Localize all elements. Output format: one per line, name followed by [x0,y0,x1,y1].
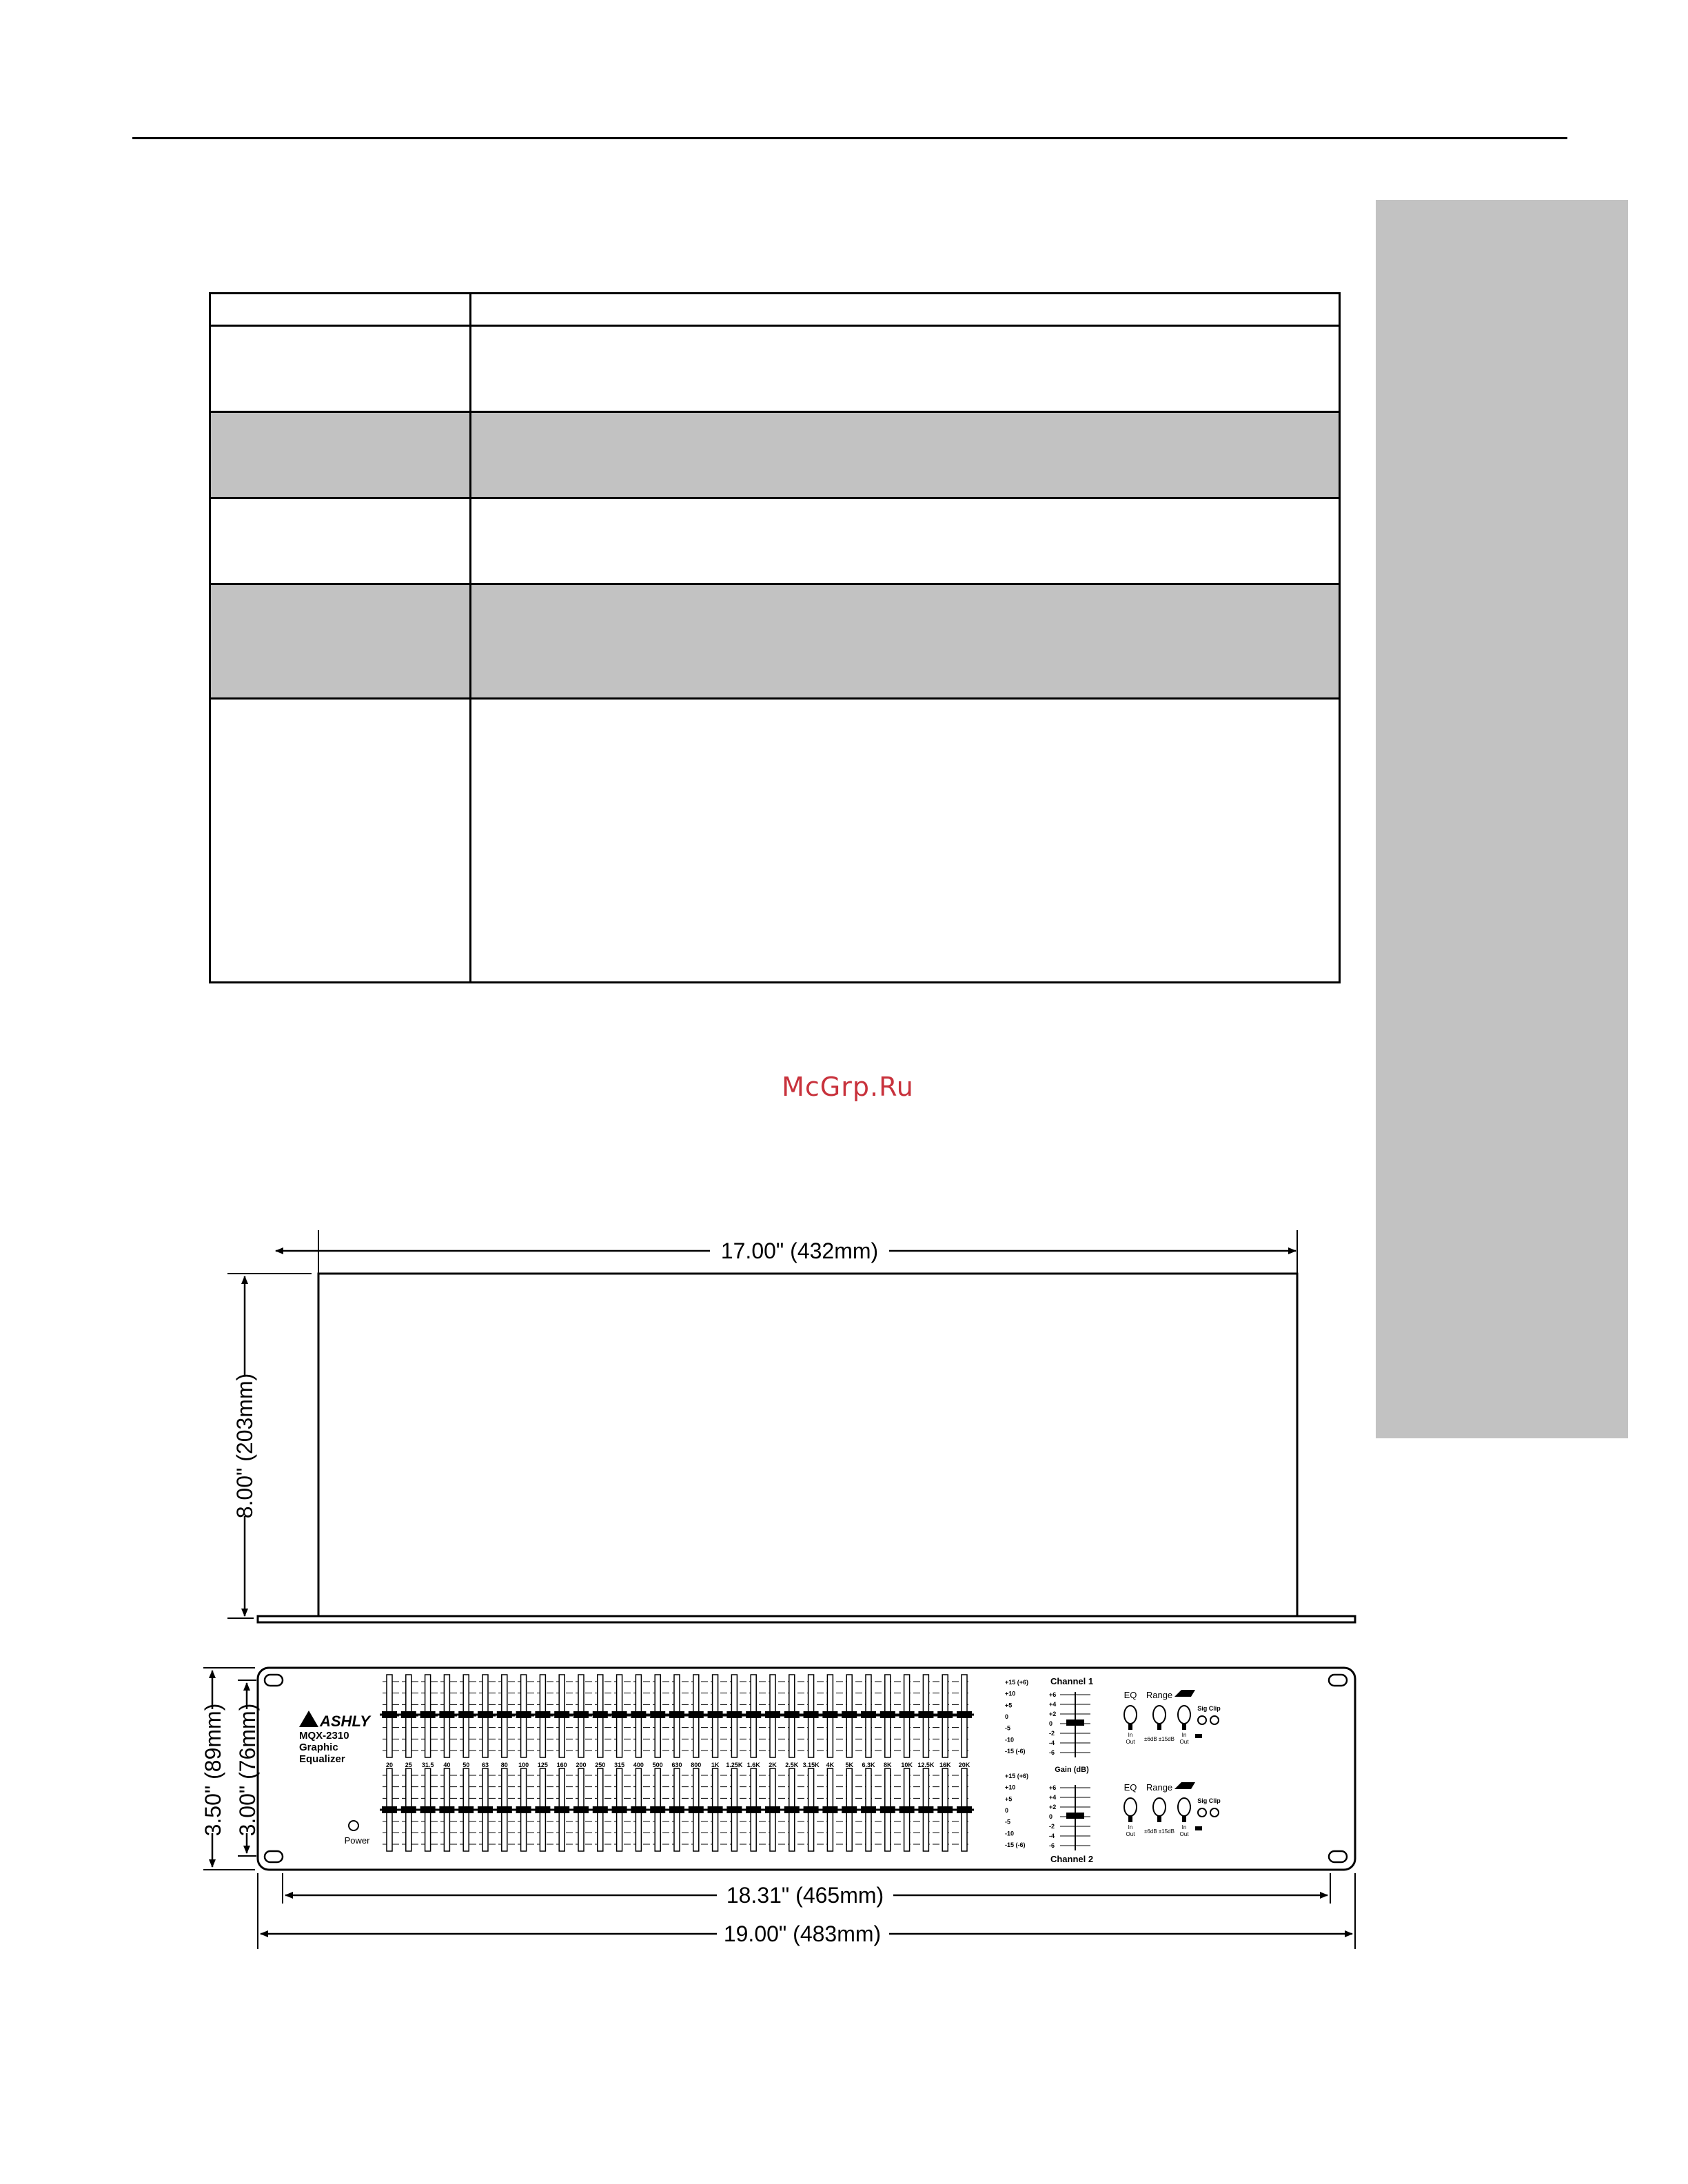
eq-label: EQ [1123,1782,1137,1793]
frequency-label: 25 [405,1762,412,1768]
gain-tick-label: +6 [1049,1784,1057,1791]
sig-clip-label: Sig Clip [1197,1797,1221,1804]
top-width-label: 17.00" (432mm) [720,1238,879,1263]
frequency-label: 5K [845,1762,853,1768]
gain-tick-label: 0 [1049,1720,1053,1727]
body-height-label: 3.00" (76mm) [235,1703,260,1837]
frequency-label: 400 [633,1762,644,1768]
scale-tick-label: -5 [1005,1724,1011,1732]
frequency-label: 250 [595,1762,606,1768]
frequency-label: 80 [500,1762,508,1768]
out-label: Out [1126,1831,1135,1837]
frequency-label: 20K [958,1762,970,1768]
frequency-label: 2.5K [785,1762,799,1768]
scale-tick-label: -10 [1005,1736,1015,1744]
gain-tick-label: 0 [1049,1813,1053,1820]
product-line1: Graphic [299,1742,338,1753]
indicator-icon [1195,1826,1202,1830]
gain-tick-label: -4 [1049,1833,1055,1839]
gain-tick-label: -2 [1049,1823,1055,1830]
scale-tick-label: +15 (+6) [1005,1773,1029,1779]
rack-ear-flange [258,1616,1355,1622]
top-view-drawing [227,1230,1355,1622]
scale-tick-label: +5 [1005,1702,1013,1709]
gain-tick-label: +2 [1049,1804,1057,1810]
frequency-label: 160 [556,1762,567,1768]
watermark: McGrp.Ru [782,1072,914,1102]
rack-height-label: 3.50" (89mm) [201,1703,225,1837]
sig-clip-label: Sig Clip [1197,1705,1221,1712]
frequency-label: 4K [826,1762,835,1768]
frequency-label: 800 [691,1762,702,1768]
frequency-label: 20 [385,1762,394,1768]
indicator-icon [1195,1734,1202,1738]
frequency-label: 63 [481,1762,489,1768]
eq-label: EQ [1123,1690,1137,1700]
inner-width-label: 18.31" (465mm) [726,1883,884,1908]
frequency-label: 630 [671,1762,682,1768]
range-label: Range [1146,1782,1173,1793]
frequency-label: 3.15K [802,1762,820,1768]
gain-tick-label: +4 [1049,1794,1057,1801]
frequency-label: 8K [884,1762,892,1768]
scale-tick-label: 0 [1005,1713,1009,1720]
front-panel-outline [258,1668,1355,1870]
in-label: In [1128,1824,1133,1830]
product-line2: Equalizer [299,1753,345,1765]
in-label: In [1181,1824,1187,1830]
frequency-label: 16K [939,1762,951,1768]
front-panel-drawing [201,1668,1355,1949]
top-depth-label: 8.00" (203mm) [232,1373,257,1519]
frequency-label: 1.6K [746,1762,760,1768]
scale-tick-label: -5 [1005,1818,1011,1826]
gain-tick-label: +6 [1049,1691,1057,1698]
model-label: MQX-2310 [299,1730,349,1742]
frequency-label: 12.5K [917,1762,935,1768]
scale-tick-label: -15 (-6) [1005,1748,1026,1755]
out-label: Out [1126,1739,1135,1745]
scale-tick-label: -10 [1005,1830,1015,1837]
out-label: Out [1179,1739,1189,1745]
frequency-label: 2K [769,1762,777,1768]
power-label: Power [344,1835,370,1846]
frequency-label: 500 [652,1762,663,1768]
scale-tick-label: +10 [1005,1690,1016,1697]
range-label: Range [1146,1690,1173,1700]
range-values: ±6dB ±15dB [1144,1828,1175,1835]
frequency-label: 315 [614,1762,625,1768]
frequency-label: 1.25K [726,1762,743,1768]
frequency-label: 125 [537,1762,548,1768]
chassis-top-outline [318,1274,1297,1618]
gain-tick-label: +2 [1049,1711,1057,1717]
gain-tick-label: +4 [1049,1701,1057,1708]
frequency-label: 10K [901,1762,913,1768]
scale-tick-label: +15 (+6) [1005,1679,1029,1686]
frequency-label: 31.5 [421,1762,434,1768]
frequency-label: 1K [711,1762,720,1768]
brand-label: ASHLY [320,1713,370,1730]
frequency-label: 200 [576,1762,587,1768]
scale-tick-label: 0 [1005,1807,1009,1814]
frequency-label: 6.3K [862,1762,875,1768]
in-label: In [1128,1732,1133,1738]
channel1-label: Channel 1 [1050,1676,1094,1686]
in-label: In [1181,1732,1187,1738]
frequency-label: 100 [518,1762,529,1768]
range-values: ±6dB ±15dB [1144,1736,1175,1742]
outer-width-label: 19.00" (483mm) [723,1921,882,1946]
gain-tick-label: -4 [1049,1739,1055,1746]
scale-tick-label: +10 [1005,1784,1016,1791]
out-label: Out [1179,1831,1189,1837]
channel2-label: Channel 2 [1050,1854,1094,1864]
gain-label: Gain (dB) [1055,1766,1089,1774]
gain-tick-label: -6 [1049,1842,1055,1849]
gain-tick-label: -6 [1049,1749,1055,1756]
scale-tick-label: -15 (-6) [1005,1841,1026,1848]
gain-tick-label: -2 [1049,1730,1055,1737]
scale-tick-label: +5 [1005,1795,1013,1803]
frequency-label: 50 [462,1762,470,1768]
frequency-label: 40 [443,1762,451,1768]
